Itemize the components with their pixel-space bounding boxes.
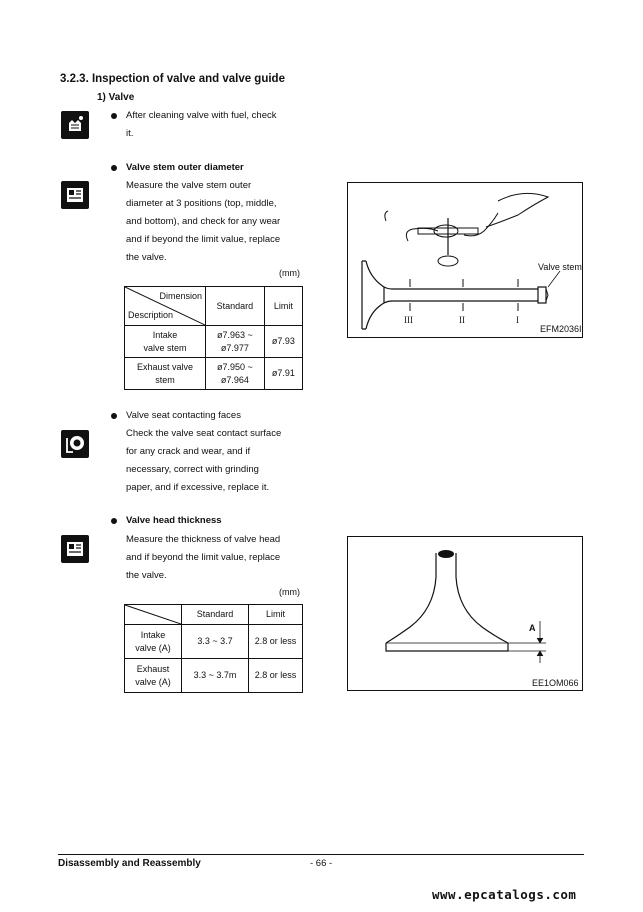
item-2-line-5: the valve.: [126, 252, 167, 263]
item-1-text: [126, 107, 316, 143]
table1-header-standard: Standard: [206, 287, 265, 326]
desc-line: Exhaust valve: [136, 361, 194, 372]
table2-header-blank: [125, 605, 182, 625]
table2-row2-limit: 2.8 or less: [249, 659, 303, 693]
item-3-line-3: necessary, correct with grinding: [126, 464, 259, 475]
table1-header-dimension: Dimension: [159, 291, 202, 301]
standard-line: ø7.963 ~: [216, 329, 253, 340]
table-row: [125, 659, 303, 693]
dimension-a-label: A: [529, 623, 536, 633]
table1-row2-limit: ø7.91: [264, 358, 302, 390]
table1-header-description: Description: [128, 310, 174, 320]
desc-line: Intake: [140, 629, 166, 640]
item-2-line-4: and if beyond the limit value, replace: [126, 234, 281, 245]
table2-row1-standard: 3.3 ~ 3.7: [182, 625, 249, 659]
item-2-heading: Valve stem outer diameter: [126, 162, 244, 173]
standard-line: ø7.977: [220, 342, 249, 353]
item-2-line-1: Measure the valve stem outer: [126, 180, 252, 191]
item-3-text: [126, 425, 316, 497]
desc-line: valve stem: [143, 342, 187, 353]
table2-header-limit: Limit: [249, 605, 303, 625]
item-3-heading: Valve seat contacting faces: [126, 410, 241, 421]
cleaning-icon: [61, 111, 89, 139]
item-2-text: [126, 177, 316, 267]
table2-header-standard: Standard: [182, 605, 249, 625]
standard-line: ø7.950 ~: [216, 361, 253, 372]
bullet: [111, 413, 117, 419]
figure2-code: EE1OM066: [532, 678, 579, 688]
table1-header-limit: Limit: [264, 287, 302, 326]
valve-stem-table: [124, 286, 303, 390]
bullet: [111, 165, 117, 171]
section-title: 3.2.3. Inspection of valve and valve guide: [60, 73, 285, 85]
table2-row2-desc: [125, 659, 182, 693]
item-4-heading: Valve head thickness: [126, 515, 222, 526]
item-2-line-2: diameter at 3 positions (top, middle,: [126, 198, 277, 209]
figure1-code: EFM2036I: [540, 324, 582, 334]
item-3-line-2: for any crack and wear, and if: [126, 446, 251, 457]
position-label-1: I: [516, 315, 519, 325]
table-row: [125, 326, 303, 358]
position-label-2: II: [459, 315, 465, 325]
watermark-url: www.epcatalogs.com: [432, 887, 577, 902]
item-3-line-1: Check the valve seat contact surface: [126, 428, 282, 439]
item-1-line-1: After cleaning valve with fuel, check: [126, 110, 277, 121]
item-4-text: [126, 531, 316, 585]
table2-unit: (mm): [279, 587, 300, 597]
table-row: [125, 625, 303, 659]
valve-stem-label: Valve stem: [538, 262, 582, 272]
table1-row2-standard: [206, 358, 265, 390]
desc-line: Intake: [152, 329, 178, 340]
subsection-title: 1) Valve: [97, 92, 135, 103]
item-3-line-4: paper, and if excessive, replace it.: [126, 482, 270, 493]
item-2-line-3: and bottom), and check for any wear: [126, 216, 281, 227]
inspect-icon: [61, 430, 89, 458]
bullet: [111, 518, 117, 524]
valve-head-illustration: [348, 537, 584, 692]
footer-divider: [58, 854, 584, 855]
table2-row2-standard: 3.3 ~ 3.7m: [182, 659, 249, 693]
desc-line: stem: [155, 374, 175, 385]
item-4-line-3: the valve.: [126, 570, 167, 581]
table2-row1-desc: [125, 625, 182, 659]
position-label-3: III: [404, 315, 413, 325]
table1-row1-standard: [206, 326, 265, 358]
footer-chapter-title: Disassembly and Reassembly: [58, 858, 201, 869]
valve-stem-figure: [347, 182, 583, 338]
item-4-line-2: and if beyond the limit value, replace: [126, 552, 281, 563]
standard-line: ø7.964: [220, 374, 249, 385]
table1-header-cell: [125, 287, 206, 326]
item-1-line-2: it.: [126, 128, 134, 139]
desc-line: valve (A): [135, 642, 171, 653]
table1-row2-desc: [125, 358, 206, 390]
table2-row1-limit: 2.8 or less: [249, 625, 303, 659]
measure-icon: [61, 181, 89, 209]
desc-line: Exhaust: [136, 663, 170, 674]
valve-head-figure: [347, 536, 583, 691]
valve-stem-illustration: [348, 183, 584, 339]
table1-row1-desc: [125, 326, 206, 358]
page-number: - 66 -: [310, 858, 333, 869]
valve-head-table: [124, 604, 303, 693]
item-4-line-1: Measure the thickness of valve head: [126, 534, 281, 545]
table-row: [125, 358, 303, 390]
measure-icon: [61, 535, 89, 563]
table1-row1-limit: ø7.93: [264, 326, 302, 358]
bullet: [111, 113, 117, 119]
desc-line: valve (A): [135, 676, 171, 687]
table1-unit: (mm): [279, 268, 300, 278]
